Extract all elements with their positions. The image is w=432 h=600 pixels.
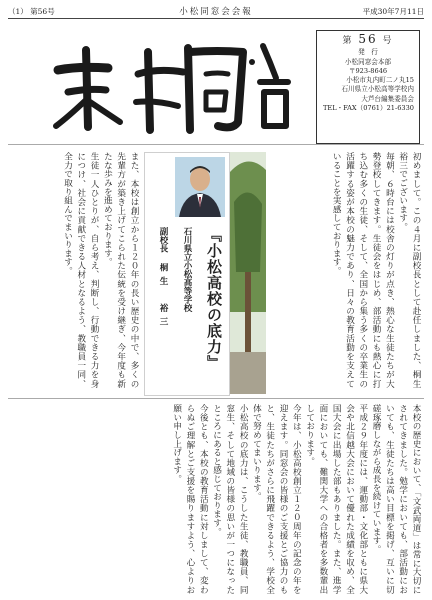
address-line-1: 小松市丸内町二ノ丸15	[346, 76, 414, 85]
author-role-name	[157, 227, 169, 387]
editorial-committee: 大芦台編集委員会	[361, 94, 414, 103]
newsletter-title: 小松同窓会会報	[179, 7, 253, 17]
issue-label: 発 行	[358, 48, 378, 57]
article-body-upper-right: 初めまして。この４月に副校長として赴任しました、桐生裕三でございます。 毎朝、６時台には校舎の灯りが点き、熱心な生徒たちが大勢登校してきます。生徒会をはじめ、部活動にも熱心に打ち込む多くの生徒、そして、全国から集う多くの卒業生の活躍する姿が本校の魅力であり、日々の教育活動を支えていることを実感しております。	[331, 152, 421, 388]
article-body-upper-left: また、本校は創立から１２０年の長い歴史の中で、多くの先輩方が築き上げてこられた伝統を受け継ぎ、今年度も新たな歩みを進めております。 生徒一人ひとりが、自ら考え、判断し、行動できる力を身につけ、社会に貢献できる人材となるよう、教職員一同、全力で取り組んでまいります。	[62, 152, 139, 388]
page-header	[8, 4, 424, 19]
calligraphy-logo	[38, 22, 298, 140]
masthead	[8, 22, 424, 140]
section-divider	[8, 398, 424, 399]
publication-date: 平成30年7月11日	[362, 7, 424, 16]
author-school: 石川県立小松高等学校	[182, 227, 192, 312]
page-issue-label: （1） 第56号	[8, 7, 55, 16]
feature-title-box	[144, 152, 230, 396]
masthead-divider	[8, 144, 424, 145]
campus-tree-photo	[230, 152, 266, 394]
author-role: 副校長	[158, 227, 168, 253]
feature-title: 『小松高校の底力』	[205, 227, 223, 371]
postal-code: 〒923-8646	[348, 66, 388, 75]
author-name: 桐生 裕三	[158, 262, 168, 330]
publisher-info-box	[316, 30, 420, 144]
article-body-lower: 本校の歴史において、「文武両道」は常に大切にされてきました。勉学においても、部活動においても、生徒たちは高い目標を掲げ、互いに切磋琢磨しながら成長を続けています。 平成２９年度には、運動部・文化部ともに県大会や北信越大会において優れた成績を収め、全国大会に出場した部もありました。また、進学面においても、難関大学への合格者を多数輩出しております。 今年は、小松高校創立１２０周年の記念の年を迎えます。同窓会の皆様のご支援とご協力のもと、生徒たちがさらに飛躍できるよう、学校全体で努めてまいります。 小松高校の底力は、こうした生徒、教職員、同窓生、そして地域の皆様の思いが一つになったところにあると感じております。 今後とも、本校の教育活動に対しまして、変わらぬご理解とご支援を賜りますよう、心よりお願い申し上げます。	[171, 404, 421, 594]
publisher-org: 小松同窓会本部	[344, 57, 392, 66]
issue-number: 第 56 号	[342, 32, 394, 46]
address-line-2: 石川県立小松高等学校内	[341, 85, 414, 94]
vice-principal-portrait	[175, 157, 225, 217]
tel-fax: TEL・FAX（0761）21-6330	[322, 104, 414, 113]
